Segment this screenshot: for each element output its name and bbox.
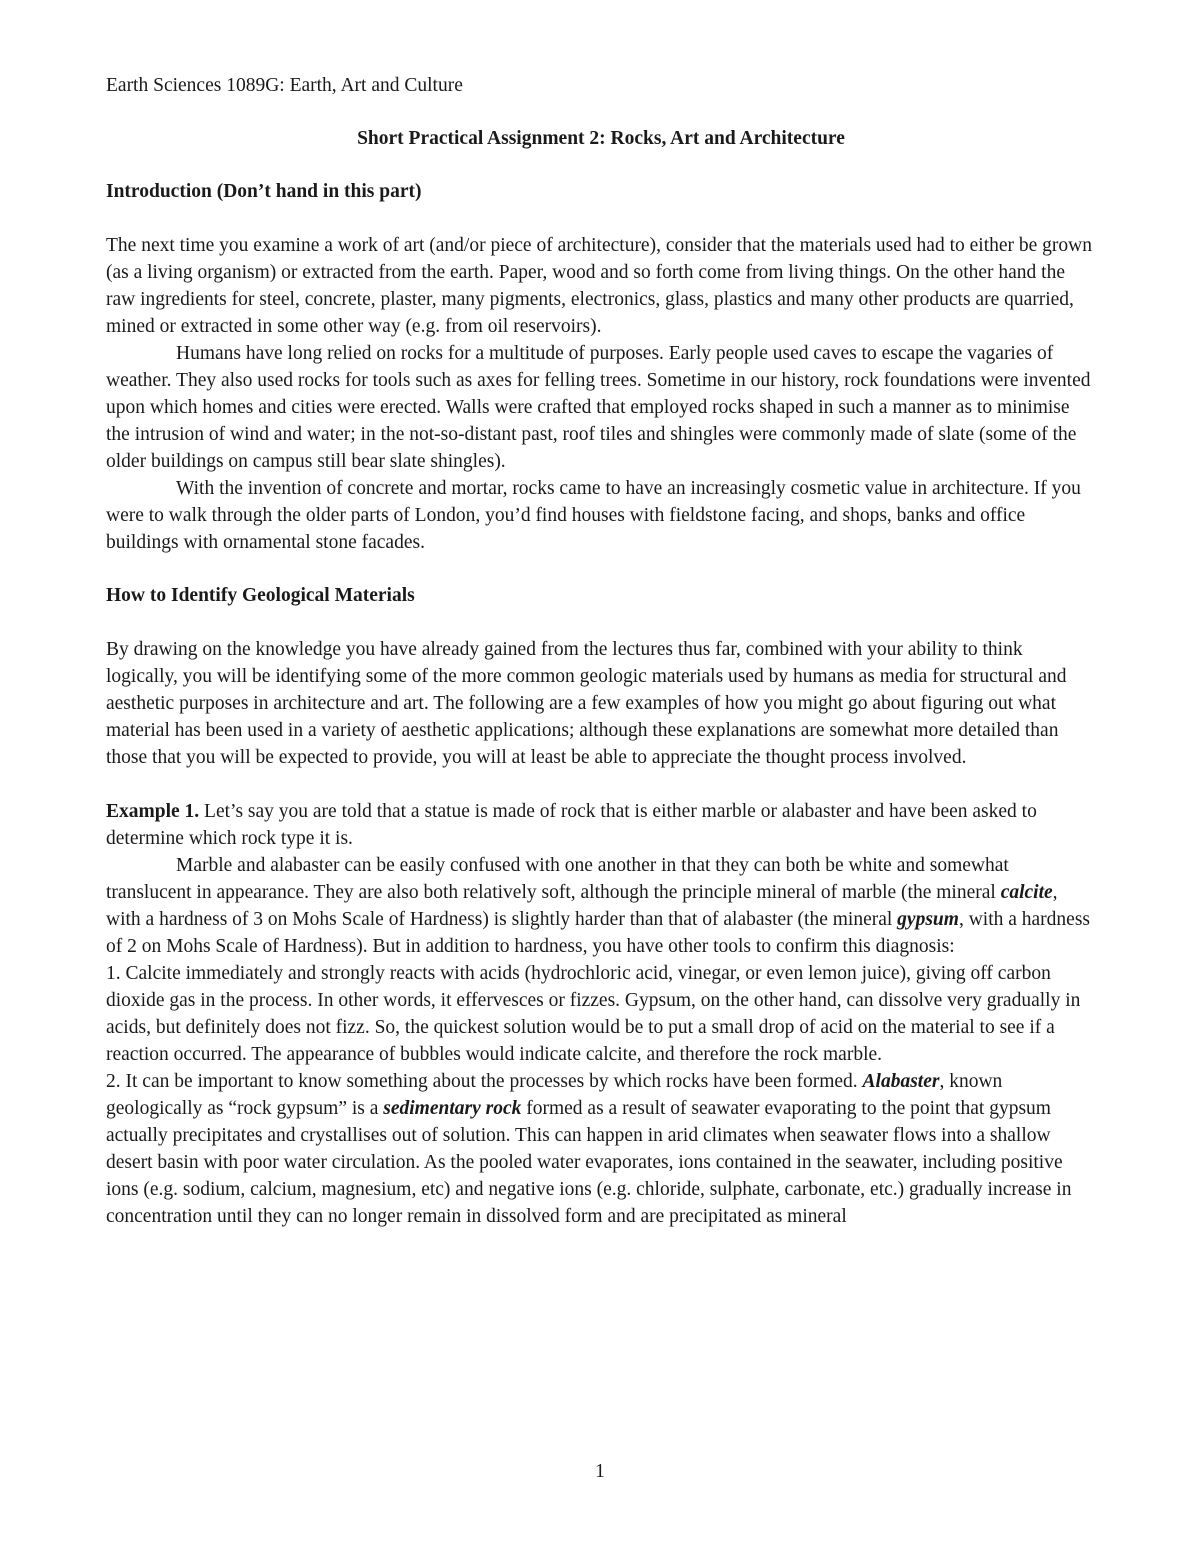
example-1-intro: Let’s say you are told that a statue is made of rock that is either marble or alabaster and have been asked to determine which rock type it is. bbox=[106, 801, 1037, 849]
example-1-paragraph bbox=[106, 798, 1096, 852]
course-name: Earth Sciences 1089G: Earth, Art and Culture bbox=[106, 75, 463, 96]
text-run: , known geologically as “rock gypsum” is a bbox=[106, 1071, 1003, 1119]
term-gypsum: gypsum bbox=[897, 909, 959, 930]
text-run: 2. It can be important to know something about the processes by which rocks have been formed. bbox=[106, 1071, 863, 1092]
term-sedimentary-rock: sedimentary rock bbox=[383, 1098, 522, 1119]
introduction-heading: Introduction (Don’t hand in this part) bbox=[106, 181, 422, 202]
assignment-title: Short Practical Assignment 2: Rocks, Art and Architecture bbox=[357, 128, 845, 149]
example-1-paragraph-2 bbox=[106, 852, 1096, 960]
identify-heading: How to Identify Geological Materials bbox=[106, 585, 415, 606]
example-1-label: Example 1. bbox=[106, 801, 200, 822]
example-1-item-2 bbox=[106, 1068, 1096, 1230]
text-run: , with a hardness of 3 on Mohs Scale of Hardness) is slightly harder than that of alabaster (the mineral bbox=[106, 882, 1058, 930]
text-run: formed as a result of seawater evaporating to the point that gypsum actually precipitates and crystallises out of solution. This can happen in arid climates when seawater flows into a shallow desert basin with poor water circulation. As the pooled water evaporates, ions contained in the seawater, including positive ions (e.g. sodium, calcium, magnesium, etc) and negative ions (e.g. chloride, sulphate, carbonate, etc.) gradually increase in concentration until they can no longer remain in dissolved form and are precipitated as mineral bbox=[106, 1098, 1072, 1227]
example-1-item-1: 1. Calcite immediately and strongly reacts with acids (hydrochloric acid, vinegar, or even lemon juice), giving off carbon dioxide gas in the process. In other words, it effervesces or fizzes. Gypsum, on the other hand, can dissolve very gradually in acids, but definitely does not fizz. So, the quickest solution would be to put a small drop of acid on the material to see if a reaction occurred. The appearance of bubbles would indicate calcite, and therefore the rock marble. bbox=[106, 963, 1081, 1065]
intro-paragraph-2: Humans have long relied on rocks for a multitude of purposes. Early people used caves to escape the vagaries of weather. They also used rocks for tools such as axes for felling trees. Sometime in our history, rock foundations were invented upon which homes and cities were erected. Walls were crafted that employed rocks shaped in such a manner as to minimise the intrusion of wind and water; in the not-so-distant past, roof tiles and shingles were commonly made of slate (some of the older buildings on campus still bear slate shingles). bbox=[106, 343, 1091, 472]
term-calcite: calcite bbox=[1000, 882, 1053, 903]
page-content bbox=[106, 72, 1096, 1230]
intro-paragraph-3: With the invention of concrete and mortar, rocks came to have an increasingly cosmetic value in architecture. If you were to walk through the older parts of London, you’d find houses with fieldstone facing, and shops, banks and office buildings with ornamental stone facades. bbox=[106, 478, 1081, 553]
term-alabaster: Alabaster bbox=[862, 1071, 940, 1092]
page-number: 1 bbox=[595, 1461, 605, 1482]
identify-paragraph: By drawing on the knowledge you have already gained from the lectures thus far, combined with your ability to think logically, you will be identifying some of the more common geologic materials used by humans as media for structural and aesthetic purposes in architecture and art. The following are a few examples of how you might go about figuring out what material has been used in a variety of aesthetic applications; although these explanations are somewhat more detailed than those that you will be expected to provide, you will at least be able to appreciate the thought process involved. bbox=[106, 639, 1067, 768]
text-run: Marble and alabaster can be easily confused with one another in that they can both be white and somewhat translucent in appearance. They are also both relatively soft, although the principle mineral of marble (the mineral bbox=[106, 855, 1009, 903]
intro-paragraph-1: The next time you examine a work of art (and/or piece of architecture), consider that the materials used had to either be grown (as a living organism) or extracted from the earth. Paper, wood and so forth come from living things. On the other hand the raw ingredients for steel, concrete, plaster, many pigments, electronics, glass, plastics and many other products are quarried, mined or extracted in some other way (e.g. from oil reservoirs). bbox=[106, 235, 1092, 337]
text-run: , with a hardness of 2 on Mohs Scale of Hardness). But in addition to hardness, you have other tools to confirm this diagnosis: bbox=[106, 909, 1090, 957]
